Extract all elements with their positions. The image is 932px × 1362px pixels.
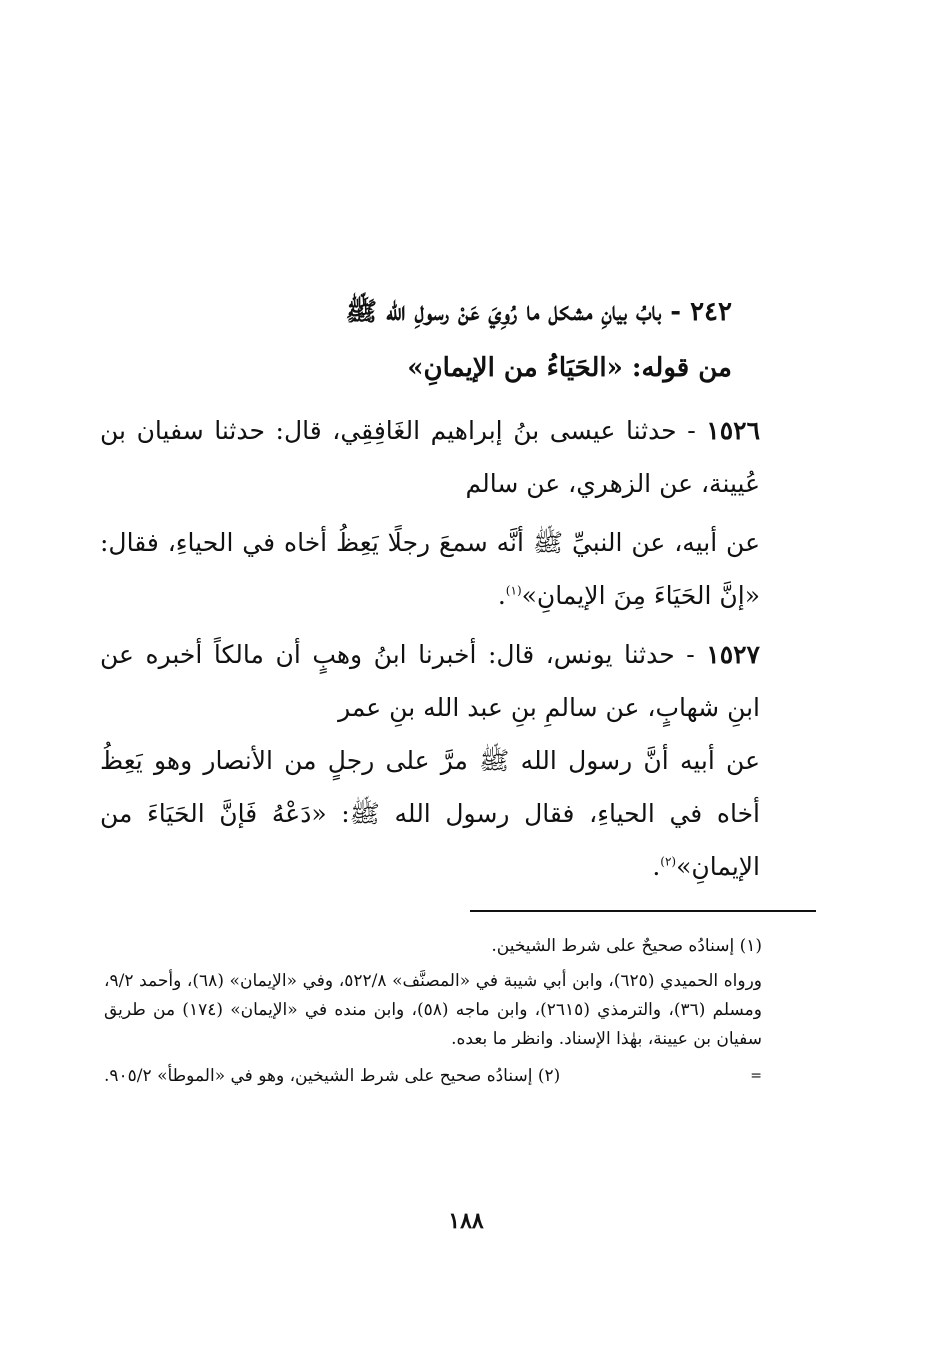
- footnote-ref-1[interactable]: (١): [505, 583, 522, 598]
- hadith-body-text: عن أبيه، عن النبيِّ ﷺ أنَّه سمعَ رجلًا يَعِظُ أخاه في الحياءِ، فقال: «إنَّ الحَيَاءَ مِنَ الإيمانِ»: [100, 528, 760, 610]
- hadith-chain-text: حدثنا يونس، قال: أخبرنا ابنُ وهبٍ أن مالكاً أخبره عن ابنِ شهابٍ، عن سالمِ بنِ عبد الله بنِ عمر: [100, 640, 760, 722]
- footnote-2-text: (٢) إسنادُه صحيح على شرط الشيخين، وهو في «الموطأ» ٩٠٥/٢.: [104, 1066, 561, 1086]
- chapter-title-line1: ٢٤٢ - بابُ بيانِ مشكل ما رُوِيَ عَنْ رسولِ الله ﷺ: [345, 297, 732, 327]
- hadith-1526-chain: [100, 404, 760, 510]
- period: .: [652, 852, 661, 881]
- dash: -: [676, 416, 696, 445]
- page-number: ١٨٨: [448, 1208, 484, 1234]
- hadith-body-text: عن أبيه أنَّ رسول الله ﷺ مرَّ على رجلٍ من الأنصار وهو يَعِظُ أخاه في الحياءِ، فقال رسول الله ﷺ: «دَعْهُ فَإنَّ الحَيَاءَ من الإيمانِ»: [100, 746, 760, 881]
- chapter-title-line2: من قوله: «الحَيَاءُ من الإيمانِ»: [407, 353, 732, 383]
- hadith-1527-chain: [100, 628, 760, 734]
- hadith-1526-body: [100, 516, 760, 622]
- period: .: [497, 581, 506, 610]
- footnote-separator: [470, 910, 816, 912]
- hadith-number: ١٥٢٧: [706, 640, 760, 669]
- footnote-1-sources: ورواه الحميدي (٦٢٥)، وابن أبي شيبة في «المصنَّف» ٥٢٢/٨، وفي «الإيمان» (٦٨)، وأحمد ٩/٢، ومسلم (٣٦)، والترمذي (٢٦١٥)، وابن ماجه (٥٨)، وابن منده في «الإيمان» (١٧٤) من طريق سفيان بن عيينة، بهٰذا الإسناد. وانظر ما بعده.: [104, 971, 763, 1049]
- dash: -: [674, 640, 695, 669]
- footnote-ref-2[interactable]: (٢): [660, 854, 677, 869]
- hadith-chain-text: حدثنا عيسى بنُ إبراهيم الغَافِقِي، قال: حدثنا سفيان بن عُيينة، عن الزهري، عن سالم: [100, 416, 760, 498]
- chapter-heading: [190, 284, 732, 396]
- hadith-number: ١٥٢٦: [706, 416, 760, 445]
- continuation-mark: =: [750, 1068, 762, 1084]
- footnotes: [104, 932, 762, 1091]
- footnote-1-line1: (١) إسنادُه صحيحٌ على شرط الشيخين.: [491, 936, 762, 956]
- hadith-1527-body: [100, 734, 760, 893]
- footnote-2: [104, 1062, 762, 1091]
